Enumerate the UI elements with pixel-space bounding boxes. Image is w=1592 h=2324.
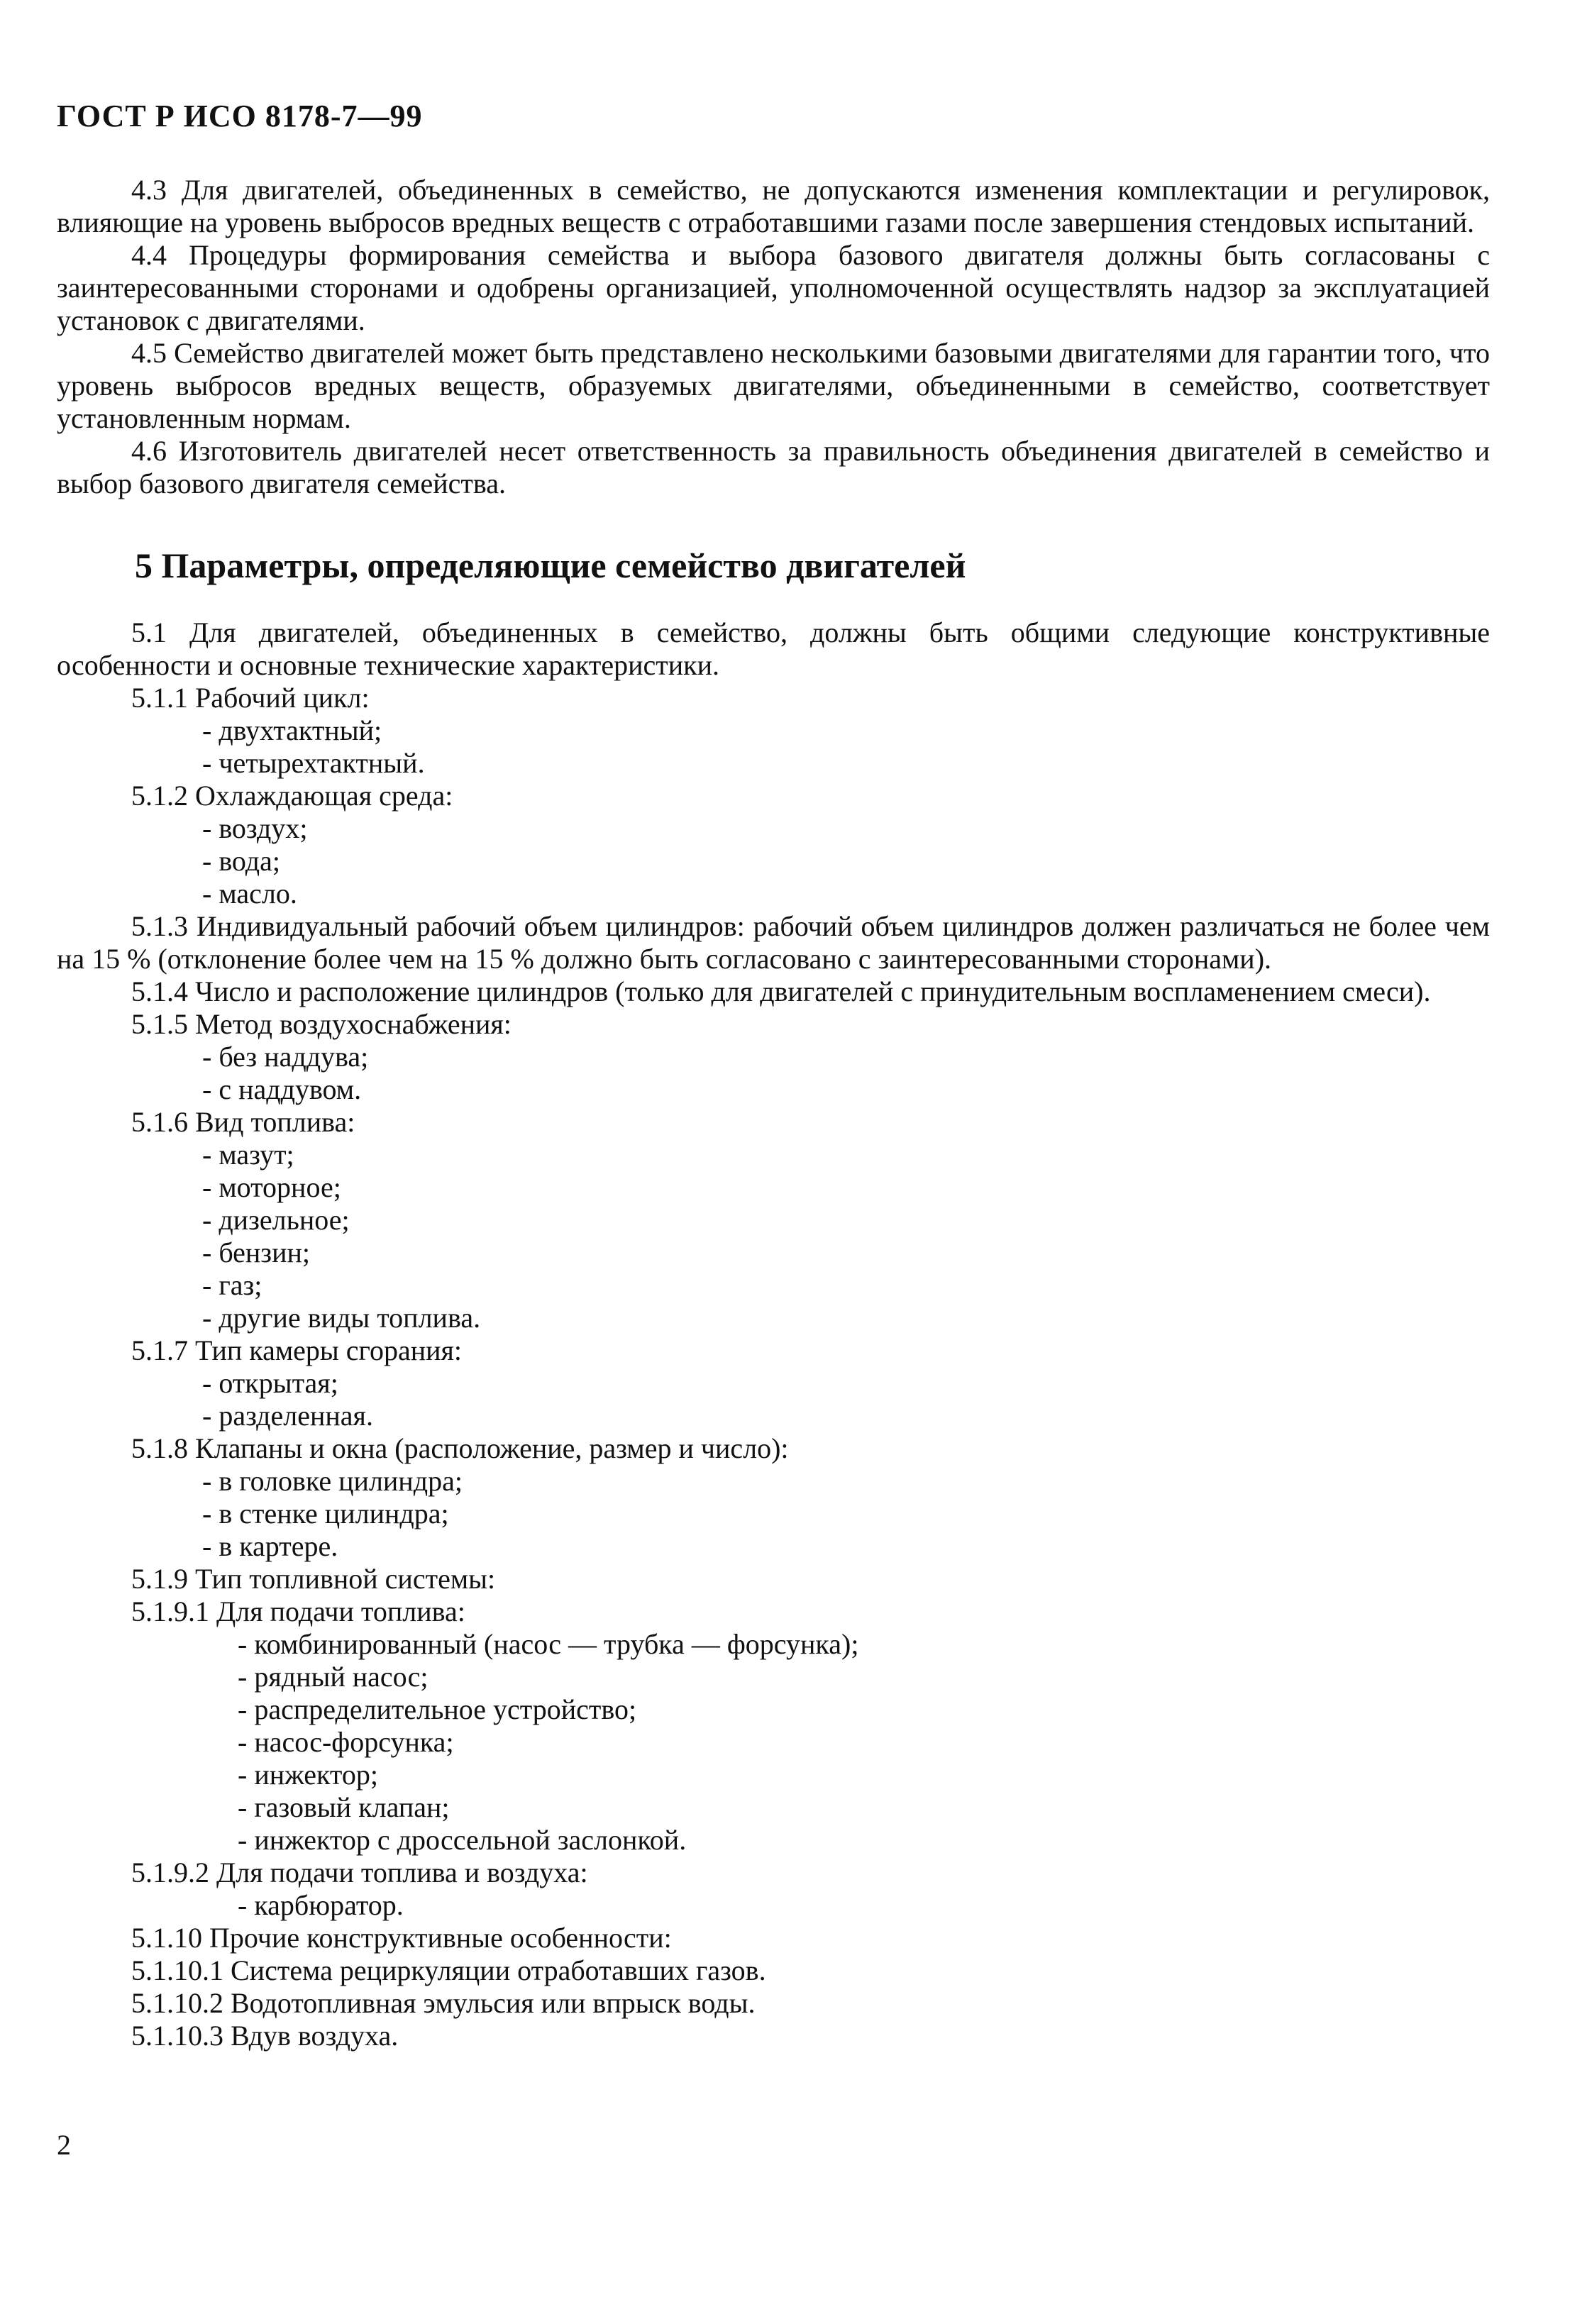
item-5-1-2: 5.1.2 Охлаждающая среда: (131, 780, 453, 812)
list-item: - воздух; (202, 812, 308, 844)
item-5-1-9-1: 5.1.9.1 Для подачи топлива: (131, 1595, 465, 1627)
list-item: - дизельное; (202, 1204, 350, 1236)
list-item: - комбинированный (насос — трубка — форсунка); (238, 1628, 859, 1660)
paragraph-4-5: 4.5 Семейство двигателей может быть представлено несколькими базовыми двигателями для гарантии того, что уровень выбросов вредных веществ, образуемых двигателями, объединенными в семейство, соответствует установленным нормам. (57, 337, 1490, 434)
list-item: - двухтактный; (202, 714, 382, 746)
list-item: - бензин; (202, 1236, 311, 1268)
list-item: - открытая; (202, 1367, 338, 1399)
item-5-1-10-2: 5.1.10.2 Водотопливная эмульсия или впрыск воды. (131, 1987, 756, 2019)
item-5-1-6: 5.1.6 Вид топлива: (131, 1106, 355, 1138)
document-header: ГОСТ Р ИСО 8178-7—99 (57, 99, 423, 133)
list-item: - четырехтактный. (202, 747, 425, 779)
item-5-1-1: 5.1.1 Рабочий цикл: (131, 682, 370, 714)
list-item: - моторное; (202, 1171, 341, 1203)
list-item: - мазут; (202, 1139, 294, 1171)
list-item: - распределительное устройство; (238, 1693, 637, 1725)
item-5-1-10-3: 5.1.10.3 Вдув воздуха. (131, 2020, 399, 2052)
list-item: - карбюратор. (238, 1889, 404, 1921)
paragraph-4-3: 4.3 Для двигателей, объединенных в семейство, не допускаются изменения комплектации и регулировок, влияющие на уровень выбросов вредных веществ с отработавшими газами после завершения стендовых испытаний. (57, 174, 1490, 238)
list-item: - масло. (202, 878, 297, 909)
item-5-1-10-1: 5.1.10.1 Система рециркуляции отработавших газов. (131, 1954, 766, 1986)
list-item: - в стенке цилиндра; (202, 1498, 449, 1529)
document-body (57, 174, 1490, 2052)
list-item: - разделенная. (202, 1400, 373, 1432)
paragraph-4-6: 4.6 Изготовитель двигателей несет ответственность за правильность объединения двигателей в семейство и выбор базового двигателя семейства. (57, 435, 1490, 499)
list-item: - насос-форсунка; (238, 1726, 454, 1758)
item-5-1-5: 5.1.5 Метод воздухоснабжения: (131, 1008, 512, 1040)
list-item: - инжектор с дроссельной заслонкой. (238, 1824, 687, 1856)
item-5-1-8: 5.1.8 Клапаны и окна (расположение, размер и число): (131, 1432, 789, 1464)
item-5-1-7: 5.1.7 Тип камеры сгорания: (131, 1334, 463, 1366)
list-item: - газовый клапан; (238, 1791, 450, 1823)
list-item: - без наддува; (202, 1041, 369, 1073)
list-item: - другие виды топлива. (202, 1302, 481, 1334)
item-5-1-10: 5.1.10 Прочие конструктивные особенности: (131, 1922, 672, 1954)
paragraph-5-1: 5.1 Для двигателей, объединенных в семейство, должны быть общими следующие конструктивные особенности и основные технические характеристики. (57, 616, 1490, 681)
item-5-1-9-2: 5.1.9.2 Для подачи топлива и воздуха: (131, 1857, 588, 1888)
list-item: - в головке цилиндра; (202, 1465, 463, 1497)
list-item: - газ; (202, 1269, 262, 1301)
list-item: - в картере. (202, 1530, 338, 1562)
paragraph-4-4: 4.4 Процедуры формирования семейства и выбора базового двигателя должны быть согласованы с заинтересованными сторонами и одобрены организацией, уполномоченной осуществлять надзор за эксплуатацией установок с двигателями. (57, 239, 1490, 336)
page-number: 2 (57, 2129, 71, 2161)
paragraph-5-1-3: 5.1.3 Индивидуальный рабочий объем цилиндров: рабочий объем цилиндров должен различаться не более чем на 15 % (отклонение более чем на 15 % должно быть согласовано с заинтересованными сторонами). (57, 910, 1490, 975)
paragraph-5-1-4: 5.1.4 Число и расположение цилиндров (только для двигателей с принудительным воспламенением смеси). (131, 975, 1431, 1007)
list-item: - вода; (202, 845, 280, 877)
item-5-1-9: 5.1.9 Тип топливной системы: (131, 1563, 496, 1595)
section-5-heading: 5 Параметры, определяющие семейство двигателей (135, 546, 966, 585)
list-item: - инжектор; (238, 1759, 378, 1791)
list-item: - с наддувом. (202, 1073, 362, 1105)
list-item: - рядный насос; (238, 1661, 429, 1693)
